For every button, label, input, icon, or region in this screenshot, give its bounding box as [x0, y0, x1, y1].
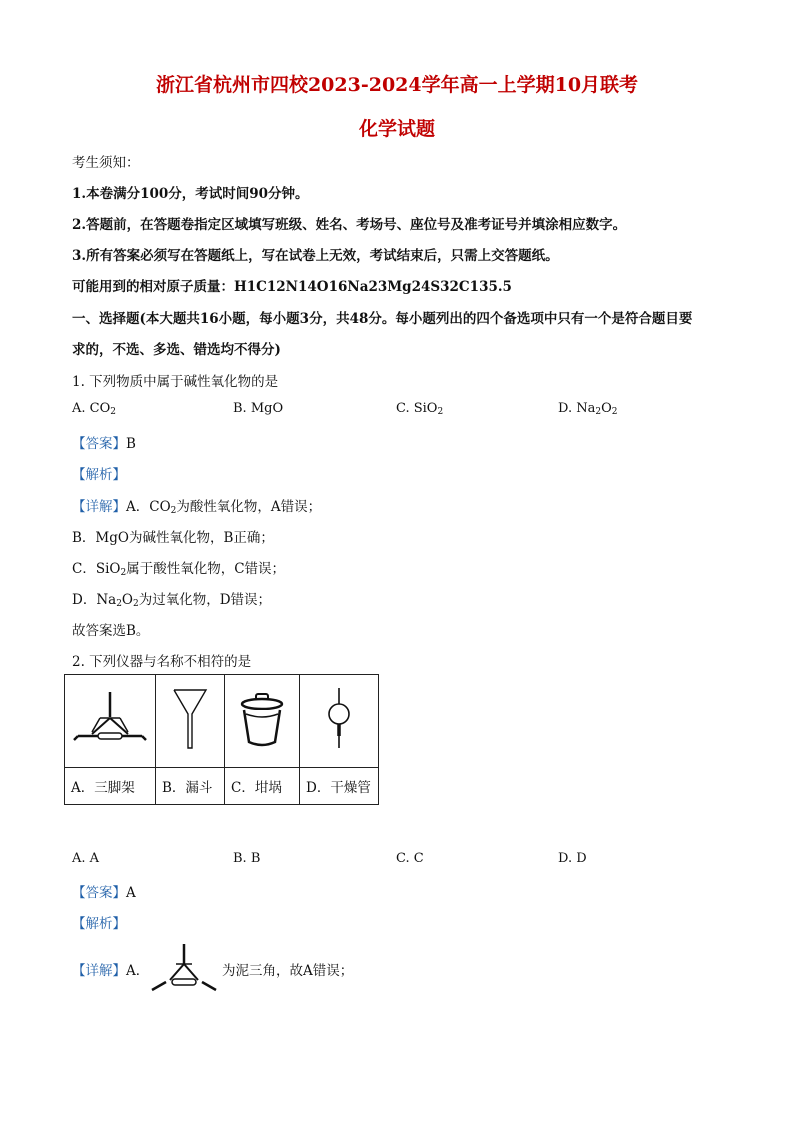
notice-item-2: 2.答题前，在答题卷指定区域填写班级、姓名、考场号、座位号及准考证号并填涂相应数字。 — [72, 217, 627, 233]
q1-analysis-tag: 【解析】 — [72, 467, 126, 483]
page-title: 浙江省杭州市四校2023-2024学年高一上学期10月联考 — [155, 74, 639, 96]
q1-option-b: B. MgO — [233, 401, 284, 416]
instrument-table — [64, 674, 379, 805]
notice-item-3: 3.所有答案必须写在答题纸上，写在试卷上无效，考试结束后，只需上交答题纸。 — [72, 248, 559, 264]
q1-detail-b: B．MgO为碱性氧化物，B正确； — [72, 530, 274, 546]
pipe-clay-triangle-inline-icon — [150, 942, 220, 996]
q1-option-c: C. SiO$_2$ — [396, 401, 444, 417]
q2-analysis-tag: 【解析】 — [72, 916, 126, 932]
q1-option-a: A. $CO_2$ — [72, 401, 116, 417]
notice-heading: 考生须知： — [72, 155, 140, 171]
q1-detail-a: 【详解】A．$CO_2$为酸性氧化物，A错误； — [72, 499, 322, 516]
drying-tube-icon — [319, 684, 359, 754]
q2-option-b: B. B — [233, 851, 261, 866]
pipe-clay-triangle-icon — [70, 684, 150, 754]
drying-tube-cell — [300, 675, 379, 768]
q2-option-a: A. A — [72, 851, 100, 866]
q2-option-d: D. D — [558, 851, 587, 866]
table-label-a: A．三脚架 — [65, 768, 156, 805]
q1-detail-c: C．SiO$_2$属于酸性氧化物，C错误； — [72, 561, 286, 578]
funnel-cell — [156, 675, 225, 768]
table-label-c: C．坩埚 — [225, 768, 300, 805]
q1-option-d: D. $Na_2O_2$ — [558, 401, 618, 417]
section-heading-line-1: 一、选择题(本大题共16小题，每小题3分，共48分。每小题列出的四个备选项中只有一个是符合题目要 — [72, 311, 693, 327]
q2-stem: 2. 下列仪器与名称不相符的是 — [72, 654, 252, 670]
atomic-mass-line: 可能用到的相对原子质量：H1C12N14O16Na23Mg24S32C135.5 — [72, 279, 512, 295]
crucible-cell — [225, 675, 300, 768]
q2-detail-a: 【详解】A． — [72, 963, 150, 979]
notice-item-1: 1.本卷满分100分，考试时间90分钟。 — [72, 186, 309, 202]
q2-answer: 【答案】A — [72, 885, 136, 901]
section-heading-line-2: 求的，不选、多选、错选均不得分) — [72, 342, 281, 358]
funnel-icon — [170, 684, 210, 754]
q2-detail-a-text: 为泥三角，故A错误； — [222, 963, 354, 979]
answer-tag: 【答案】 — [72, 436, 126, 452]
table-label-d: D．干燥管 — [300, 768, 379, 805]
q2-option-c: C. C — [396, 851, 424, 866]
pipe-clay-triangle-cell — [65, 675, 156, 768]
page-subtitle: 化学试题 — [358, 118, 435, 140]
crucible-icon — [232, 684, 292, 754]
q1-detail-d: D．$Na_2O_2$为过氧化物，D错误； — [72, 592, 272, 609]
q1-stem: 1. 下列物质中属于碱性氧化物的是 — [72, 374, 279, 390]
q1-conclusion: 故答案选B。 — [72, 623, 150, 639]
q1-answer: 【答案】B — [72, 436, 136, 452]
table-label-b: B．漏斗 — [156, 768, 225, 805]
